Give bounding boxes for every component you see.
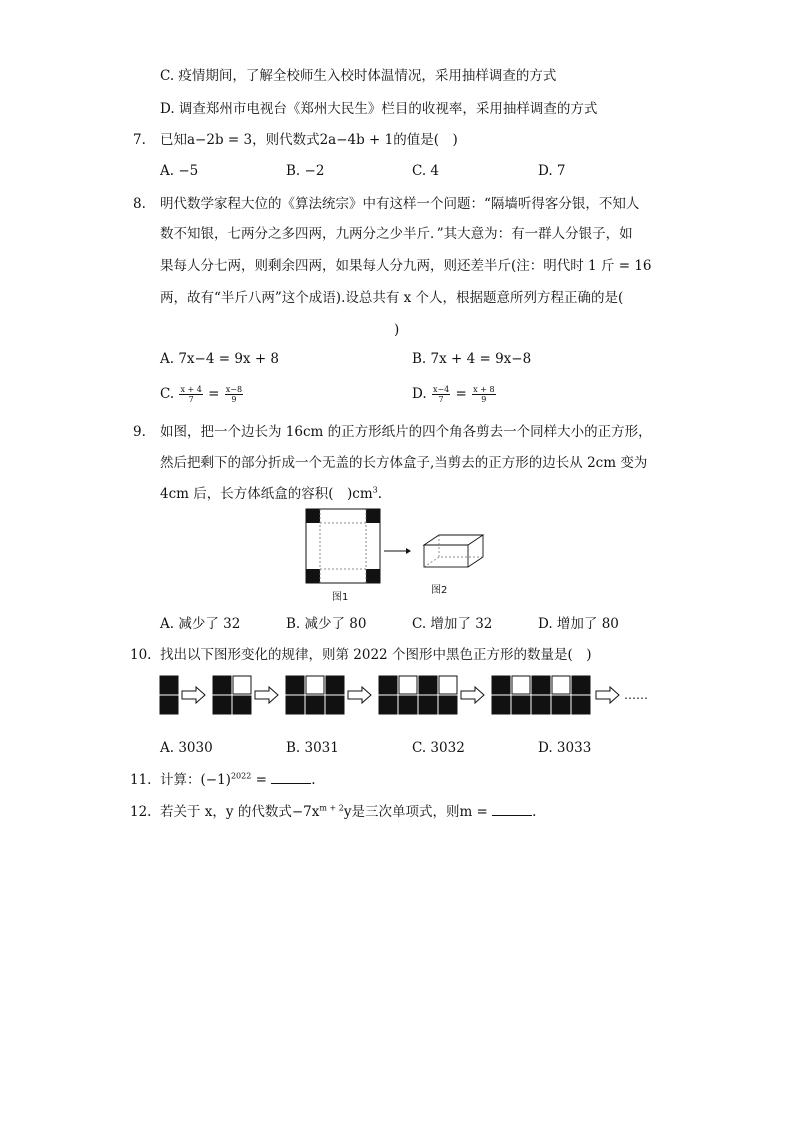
arrow-icon [348,687,371,703]
q7-option-d: D. 7 [538,163,566,179]
pattern-2 [213,676,251,714]
q10-option-d: D. 3033 [538,740,592,756]
fraction: $\frac{x + 4}{7}$ [180,385,202,404]
q10-pattern-figure [158,673,658,719]
q10-option-b: B. 3031 [286,740,339,756]
answer-blank[interactable] [492,803,532,816]
q8-option-d: D. $\frac{x-4}{7}$ = $\frac{x + 8}{9}$ [412,385,495,404]
fraction: $\frac{x-8}{9}$ [225,385,243,404]
q9-figure [300,505,500,605]
question-number: 8. [133,196,146,212]
q9-option-c: C. 增加了 32 [412,616,493,632]
q10-option-a: A. 3030 [160,740,213,756]
figure-2-open-box [424,535,483,567]
question-number: 10. [130,647,152,663]
question-number: 9. [133,424,146,440]
ellipsis: …… [624,688,648,702]
arrow-icon [384,548,411,554]
q9-option-a: A. 减少了 32 [160,616,241,632]
figure-1-square-sheet [306,509,380,583]
arrow-icon [182,687,205,703]
q7-option-b: B. −2 [286,163,325,179]
q9-option-d: D. 增加了 80 [538,616,619,632]
arrow-icon [255,687,278,703]
question-number: 7. [133,132,146,148]
pattern-3 [286,676,344,714]
pattern-5 [492,676,590,714]
fraction: $\frac{x + 8}{9}$ [473,385,495,404]
pattern-4 [379,676,457,714]
figure-1-label: 图1 [332,592,349,603]
arrow-icon [596,687,619,703]
question-number: 11. [130,772,152,788]
answer-blank[interactable] [271,771,311,784]
figure-2-label: 图2 [431,585,448,596]
q8-option-a: A. 7x−4 = 9x + 8 [160,351,280,367]
q10-option-c: C. 3032 [412,740,465,756]
fraction: $\frac{x-4}{7}$ [432,385,450,404]
q8-option-b: B. 7x + 4 = 9x−8 [412,351,532,367]
arrow-icon [461,687,484,703]
pattern-1 [160,676,178,714]
question-number: 12. [130,804,152,820]
q7-option-c: C. 4 [412,163,440,179]
exam-page: C. 疫情期间，了解全校师生入校时体温情况，采用抽样调查的方式 D. 调查郑州市电视台《郑州大民生》栏目的收视率，采用抽样调查的方式 7. 已知a−2b = 3，则代数式2a−4b + 1的值是( ) A. −5 B. −2 C. 4 D. 7 8. 明代数学家程大位的《算法统宗》中有这样一个问题：“隔墙听得客分银，不知人 数不知银，七两分之多四两，九两分之少半斤．”其大意为：有一群人分银子，如 果每人分七两，则剩余四两，如果每人分九两，则还差半斤(注：明代时 1 斤 = 16 两，故有“半斤八两”这个成语).设总共有 x 个人，根据题意所列方程正确的是( ) A. 7x−4 = 9x + 8 B. 7x + 4 = 9x−8 C. $\frac{x + 4}{7}$ = $\frac{x-8}{9}$ D. $\frac{x-4}{7}$ = $\frac{x + 8}{9}$ 9. 如图，把一个边长为 16cm 的正方形纸片的四个角各剪去一个同样大小的正方形， 然后把剩下的部分折成一个无盖的长方体盒子,当剪去的正方形的边长从 2cm 变为 4cm 后，长方体纸盒的容积( )$cm^3$. 图1 图2 A. 减少了 32 B. 减少了 80 C. 增加了 32 D. 增加了 80 10. 找出以下图形变化的规律，则第 2022 个图形中黑色正方形的数量是( ) …… A. 3030 B. 3031 C. 3032 D. 3033 11. 计算：$(-1)^{2022}$ = . 12. 若关于 x，y 的代数式$-7x^{m + 2}y$是三次单项式，则m = . [0,0,794,1123]
q9-option-b: B. 减少了 80 [286,616,367,632]
q8-option-c: C. $\frac{x + 4}{7}$ = $\frac{x-8}{9}$ [160,385,243,404]
q7-option-a: A. −5 [160,163,199,179]
